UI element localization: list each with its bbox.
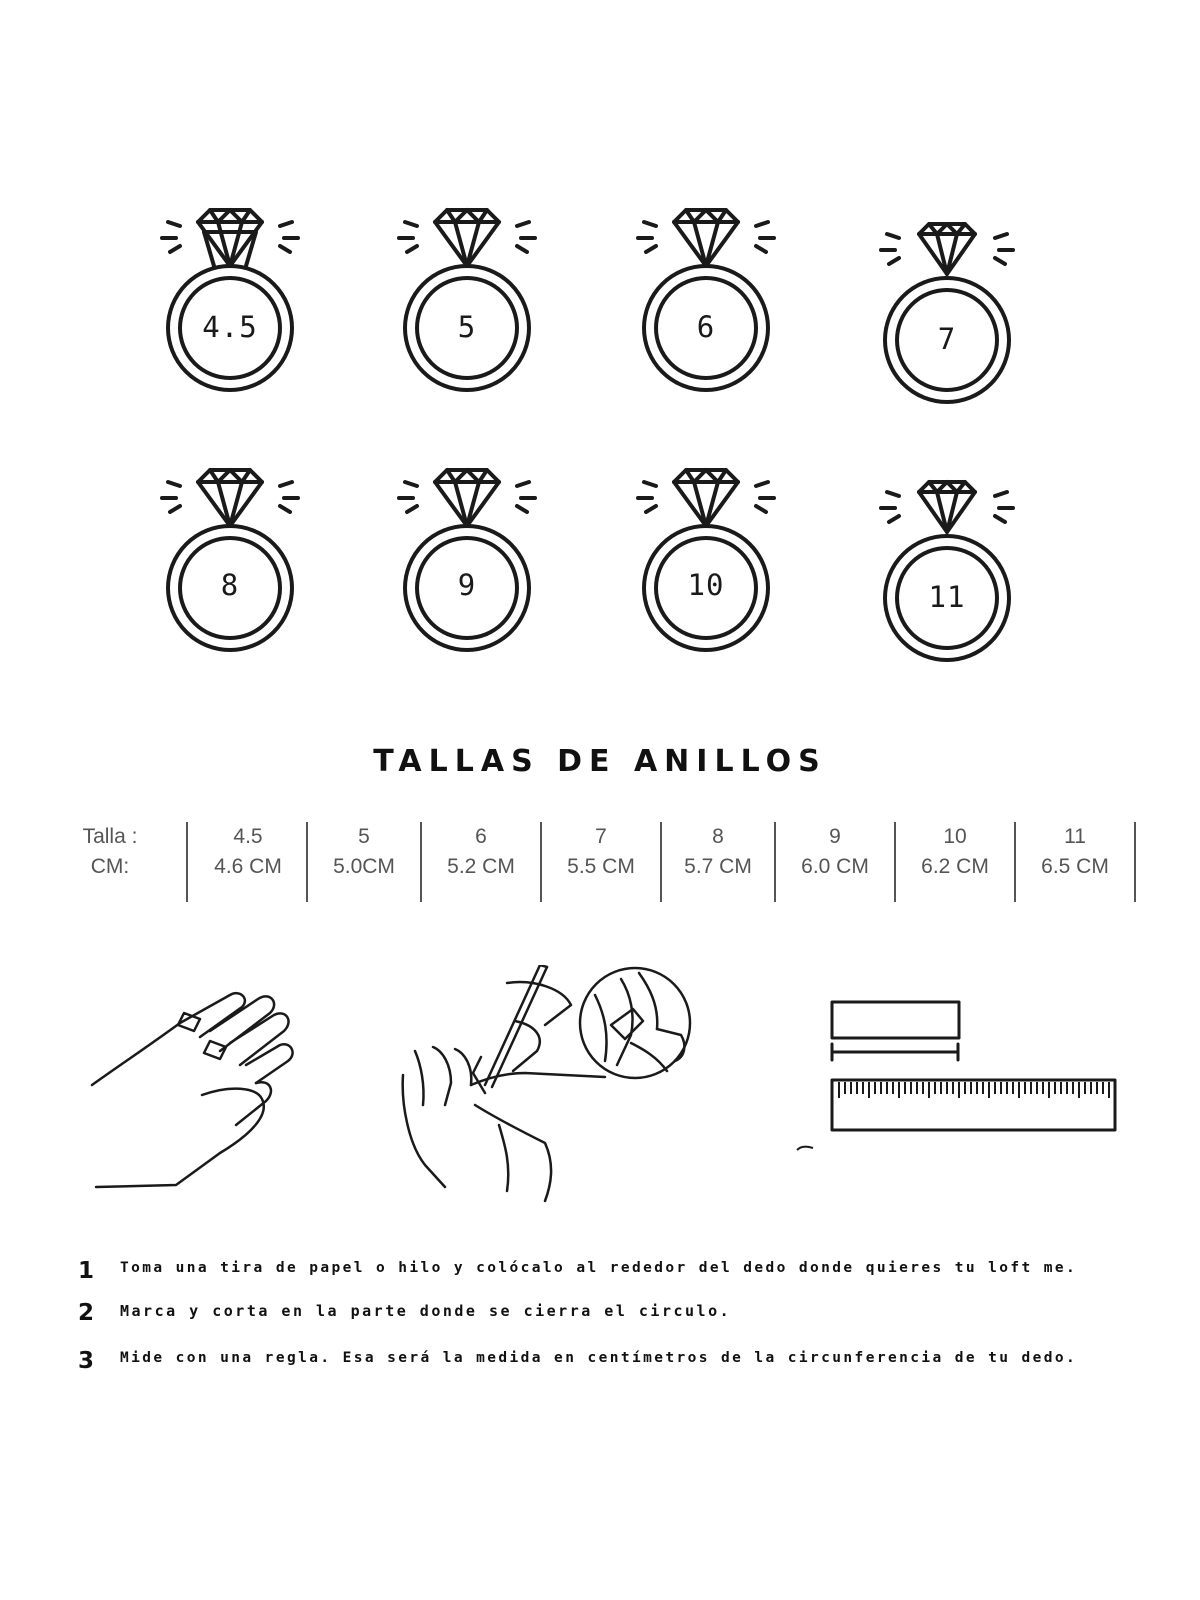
- diamond-ring-icon: [160, 200, 300, 400]
- cm-value: 6.5 CM: [1041, 855, 1109, 878]
- diamond-ring-icon: [636, 460, 776, 660]
- step-text: Mide con una regla. Esa será la medida en centímetros de la circunferencia de tu dedo.: [120, 1350, 1078, 1366]
- column-divider: [1134, 822, 1136, 902]
- table-column: [308, 822, 420, 902]
- ring-size-label: 10: [687, 568, 725, 602]
- cm-value: 6.2 CM: [921, 855, 989, 878]
- talla-value: 6: [475, 825, 487, 848]
- row-label-cm: CM:: [90, 855, 130, 878]
- talla-value: 4.5: [233, 825, 263, 848]
- cm-value: 6.0 CM: [801, 855, 869, 878]
- step-text: Marca y corta en la parte donde se cierra el circulo.: [120, 1302, 732, 1320]
- ring-size-label: 9: [457, 568, 477, 602]
- ring-icon-size-7: [877, 212, 1017, 412]
- hand-marking-strip-illustration: [395, 965, 715, 1205]
- hand-wrapping-finger-illustration: [80, 975, 320, 1205]
- diamond-ring-icon: [397, 460, 537, 660]
- table-column: [776, 822, 894, 902]
- diamond-ring-icon: [636, 200, 776, 400]
- table-column: [542, 822, 660, 902]
- cm-value: 5.2 CM: [447, 855, 515, 878]
- diamond-ring-icon: [877, 470, 1017, 670]
- talla-value: 5: [358, 825, 370, 848]
- table-row-labels: [70, 822, 150, 902]
- ring-size-label: 11: [928, 580, 966, 614]
- table-column: [662, 822, 774, 902]
- step-number: 1: [78, 1258, 95, 1284]
- ring-icon-size-5: [397, 200, 537, 400]
- talla-value: 10: [943, 825, 967, 848]
- table-column: [1016, 822, 1134, 902]
- ring-size-label: 8: [220, 568, 240, 602]
- table-column: [188, 822, 308, 902]
- cm-value: 5.0CM: [333, 855, 395, 878]
- ring-icon-size-11: [877, 470, 1017, 670]
- ring-icon-size-4-5: [160, 200, 300, 400]
- talla-value: 11: [1064, 825, 1086, 848]
- page-title: TALLAS DE ANILLOS: [373, 744, 827, 779]
- strip-and-ruler-illustration: [795, 990, 1135, 1190]
- cm-value: 4.6 CM: [214, 855, 282, 878]
- table-column: [896, 822, 1014, 902]
- talla-value: 9: [829, 825, 841, 848]
- instruction-step: [78, 1300, 1178, 1340]
- instruction-step: [78, 1258, 1178, 1298]
- diamond-ring-icon: [877, 212, 1017, 412]
- talla-value: 7: [595, 825, 607, 848]
- ring-size-label: 7: [937, 322, 957, 356]
- ring-size-label: 4.5: [202, 310, 258, 344]
- ring-icon-size-6: [636, 200, 776, 400]
- ruler-tick-marks: [839, 1082, 1109, 1098]
- row-label-talla: Talla :: [82, 825, 138, 848]
- cm-value: 5.5 CM: [567, 855, 635, 878]
- step-number: 2: [78, 1300, 95, 1326]
- table-column: [422, 822, 540, 902]
- diamond-ring-icon: [397, 200, 537, 400]
- diamond-ring-icon: [160, 460, 300, 660]
- ring-icon-size-8: [160, 460, 300, 660]
- ring-size-label: 6: [696, 310, 716, 344]
- size-table: [70, 822, 1170, 902]
- cm-value: 5.7 CM: [684, 855, 752, 878]
- step-text: Toma una tira de papel o hilo y colócalo al rededor del dedo donde quieres tu loft me.: [120, 1260, 1078, 1276]
- step-number: 3: [78, 1348, 95, 1374]
- ring-icon-size-10: [636, 460, 776, 660]
- ring-size-label: 5: [457, 310, 477, 344]
- instruction-step: [78, 1348, 1178, 1388]
- talla-value: 8: [712, 825, 724, 848]
- ring-icon-size-9: [397, 460, 537, 660]
